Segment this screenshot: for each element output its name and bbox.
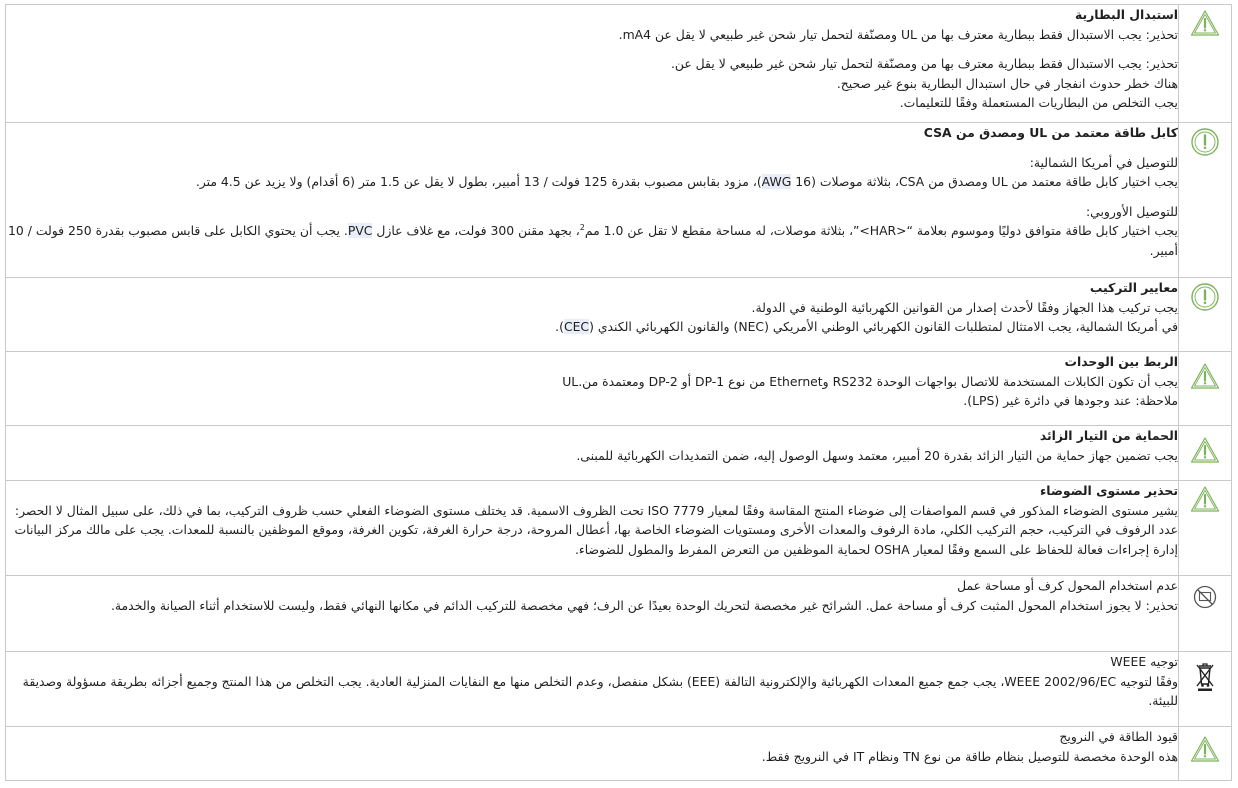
warning-triangle-icon [1190,362,1220,390]
notice-line: يجب التخلص من البطاريات المستعملة وفقًا للتعليمات. [899,95,1178,111]
warning-triangle-icon [1190,9,1220,37]
notice-line: يجب أن تكون الكابلات المستخدمة للاتصال بواجهات الوحدة RS232 وEthernet من نوع DP-1 أو DP-2 ومعتمدة من.UL [562,373,1178,389]
notice-title: توجيه WEEE [1110,654,1178,669]
europe-heading: للتوصيل الأوروبي: [1085,203,1178,219]
north-america-heading: للتوصيل في أمريكا الشمالية: [1029,154,1178,170]
notice-paragraph: تحذير: لا يجوز استخدام المحول المثبت كرف أو مساحة عمل. الشرائح غير مخصصة لتحريك الوحدة بعيدًا عن الرف؛ فهي مخصصة للتركيب الدائم في مكانها النهائي فقط، وليست للاستخدام أثناء الصيانة والخدمة. [110,597,1178,613]
notice-row-overcurrent [6,426,1232,481]
caution-circle-icon [1190,282,1220,312]
notice-paragraph: هذه الوحدة مخصصة للتوصيل بنظام طاقة من نوع TN ونظام IT في النرويج فقط. [761,748,1178,764]
notice-paragraph: وفقًا لتوجيه WEEE 2002/96/EC، يجب جمع جميع المعدات الكهربائية والإلكترونية التالفة (EEE) بشكل منفصل، وعدم التخلص منها مع النفايات المنزلية العادية. يجب التخلص من هذا المنتج وجميع أجزائه بطريقة مسؤولة وصديقة للبيئة. [22,673,1178,709]
notice-row-noise [6,481,1232,576]
warning-triangle-icon [1190,436,1220,464]
highlight-pvc: PVC [347,223,373,239]
notice-paragraph: يشير مستوى الضوضاء المذكور في قسم المواصفات إلى ضوضاء المنتج المقاسة وفقًا لمعيار ISO 7779 تحت الظروف الاسمية. قد يختلف مستوى الضوضاء الفعلي حسب ظروف التركيب، بما في ذلك، على سبيل المثال لا الحصر: عدد الرفوف في التركيب، حجم التركيب الكلي، مادة الرفوف والمعدات الأخرى ومستويات الضوضاء الخاصة بها، أعطال المروحة، درجة حرارة الغرفة، تكوين الغرفة، وموقع الموظفين بالنسبة للمعدات. يجب على مالك مركز البيانات إدارة إجراءات فعالة للحفاظ على السمع وفقًا لمعيار OSHA لحماية الموظفين من التعرض المفرط والمطول للضوضاء. [14,502,1178,557]
notice-title: الربط بين الوحدات [1064,354,1178,369]
notice-title: كابل طاقة معتمد من UL ومصدق من CSA [923,125,1178,140]
notice-row-weee [6,652,1232,727]
north-america-text: يجب اختيار كابل طاقة معتمد من UL ومصدق من CSA، بثلاثة موصلات (16 AWG)، مزود بقابس مصبوب بقدرة 125 فولت / 13 أمبير، بطول لا يقل عن 1.5 متر (6 أقدام) ولا يزيد عن 4.5 متر. [195,174,1178,190]
notice-line: تحذير: يجب الاستبدال فقط ببطارية معترف بها من UL ومصنّفة لتحمل تيار شحن غير طبيعي لا يقل عن mA4. [618,26,1178,42]
notice-line: تحذير: يجب الاستبدال فقط ببطارية معترف بها من ومصنّفة لتحمل تيار شحن غير طبيعي لا يقل عن. [670,56,1178,72]
safety-notices-table [5,4,1232,781]
notice-line: يجب تضمين جهاز حماية من التيار الزائد بقدرة 20 أمبير، معتمد وسهل الوصول إليه، ضمن التمديدات الكهربائية للمبنى. [576,447,1178,463]
highlight-cec: CEC [563,319,590,335]
notice-title: استبدال البطارية [1075,7,1178,22]
notice-row-installation [6,278,1232,352]
warning-triangle-icon [1190,485,1220,513]
europe-text: يجب اختيار كابل طاقة متوافق دوليًا وموسوم بعلامة “<HAR>”، بثلاثة موصلات، له مساحة مقطع لا تقل عن 1.0 مم$^2$، بجهد مقنن 300 فولت، مع غلاف عازل PVC. يجب أن يحتوي الكابل على قابس مصبوب بقدرة 250 فولت / 10 أمبير. [7,223,1178,258]
notice-line: ملاحظة: عند وجودها في دائرة غير (LPS). [963,393,1178,409]
notice-title: الحماية من التيار الزائد [1039,428,1178,443]
highlight-awg: AWG [761,174,792,190]
notice-row-battery [6,5,1232,123]
notice-line: يجب تركيب هذا الجهاز وفقًا لأحدث إصدار من القوانين الكهربائية الوطنية في الدولة. [751,299,1178,315]
weee-bin-icon [1194,660,1216,692]
notice-row-no-shelf [6,576,1232,652]
notice-line: في أمريكا الشمالية، يجب الامتثال لمتطلبات القانون الكهربائي الوطني الأمريكي (NEC) والقانون الكهربائي الكندي (CEC). [555,319,1178,335]
notice-row-interconnection [6,352,1232,426]
notice-line: هناك خطر حدوث انفجار في حال استبدال البطارية بنوع غير صحيح. [836,75,1178,91]
notice-title: تحذير مستوى الضوضاء [1039,483,1178,498]
notice-title: قيود الطاقة في النرويج [1059,729,1178,744]
caution-circle-icon [1190,127,1220,157]
notice-title: عدم استخدام المحول كرف أو مساحة عمل [957,578,1178,593]
warning-triangle-icon [1190,735,1220,763]
notice-row-norway [6,727,1232,781]
notice-title: معايير التركيب [1089,280,1178,295]
notice-row-power-cable [6,123,1232,278]
no-shelf-icon [1192,584,1218,610]
